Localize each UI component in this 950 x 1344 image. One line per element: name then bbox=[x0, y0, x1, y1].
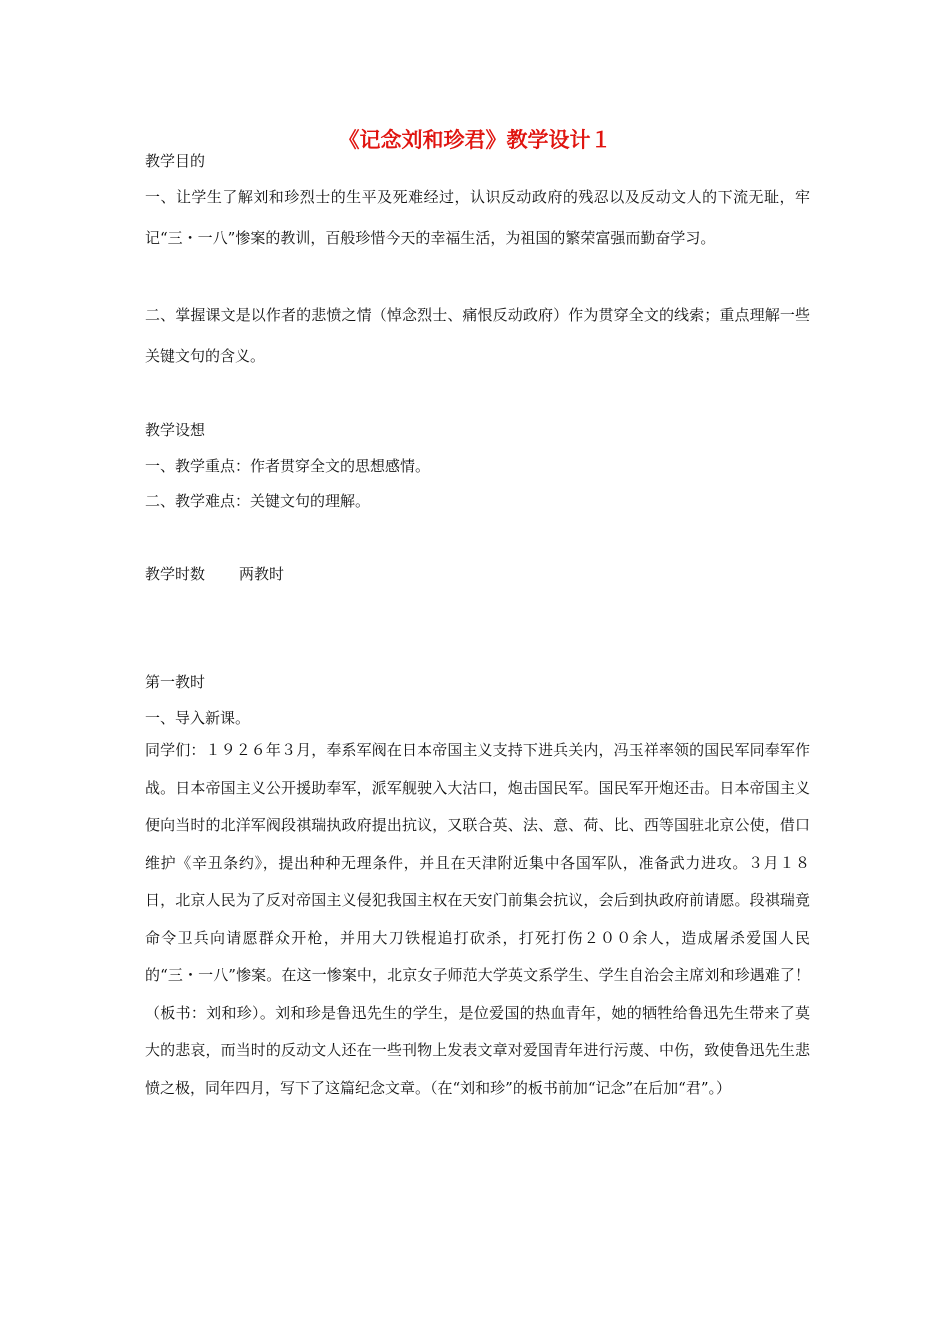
concept-item-1-text: 一、教学重点：作者贯穿全文的思想感情。 bbox=[145, 457, 431, 475]
hours-value: 两教时 bbox=[239, 565, 285, 583]
hours-row bbox=[145, 564, 810, 584]
lesson1-step1 bbox=[145, 708, 810, 728]
lesson1-body bbox=[145, 740, 810, 1107]
objectives-item-1 bbox=[145, 187, 810, 260]
concept-heading-text: 教学设想 bbox=[145, 421, 206, 439]
objectives-item-1-text: 一、让学生了解刘和珍烈士的生平及死难经过，认识反动政府的残忍以及反动文人的下流无耻，牢记“三・一八”惨案的教训，百般珍惜今天的幸福生活，为祖国的繁荣富强而勤奋学习。 bbox=[145, 188, 810, 248]
hours-label: 教学时数 bbox=[145, 565, 206, 583]
concept-heading bbox=[145, 420, 810, 440]
objectives-heading bbox=[145, 151, 810, 171]
concept-item-2 bbox=[145, 491, 810, 511]
concept-item-1 bbox=[145, 456, 810, 476]
document-title: 《记念刘和珍君》教学设计１ bbox=[338, 127, 612, 152]
lesson1-heading bbox=[145, 672, 810, 692]
lesson1-heading-text: 第一教时 bbox=[145, 673, 206, 691]
objectives-heading-text: 教学目的 bbox=[145, 152, 206, 170]
objectives-item-2-text: 二、掌握课文是以作者的悲愤之情（悼念烈士、痛恨反动政府）作为贯穿全文的线索；重点理解一些关键文句的含义。 bbox=[145, 306, 810, 366]
concept-item-2-text: 二、教学难点：关键文句的理解。 bbox=[145, 492, 371, 510]
lesson1-body-text: 同学们：１９２６年３月，奉系军阀在日本帝国主义支持下进兵关内，冯玉祥率领的国民军同奉军作战。日本帝国主义公开援助奉军，派军舰驶入大沽口，炮击国民军。国民军开炮还击。日本帝国主义便向当时的北洋军阀段祺瑞执政府提出抗议，又联合英、法、意、荷、比、西等国驻北京公使，借口维护《辛丑条约》，提出种种无理条件，并且在天津附近集中各国军队，准备武力进攻。３月１８日，北京人民为了反对帝国主义侵犯我国主权在天安门前集会抗议，会后到执政府前请愿。段祺瑞竟命令卫兵向请愿群众开枪，并用大刀铁棍追打砍杀，打死打伤２００余人，造成屠杀爱国人民的“三・一八”惨案。在这一惨案中，北京女子师范大学英文系学生、学生自治会主席刘和珍遇难了！（板书：刘和珍）。刘和珍是鲁迅先生的学生，是位爱国的热血青年，她的牺牲给鲁迅先生带来了莫大的悲哀，而当时的反动文人还在一些刊物上发表文章对爱国青年进行污蔑、中伤，致使鲁迅先生悲愤之极，同年四月，写下了这篇纪念文章。（在“刘和珍”的板书前加“记念”在后加“君”。） bbox=[145, 741, 810, 1097]
objectives-item-2 bbox=[145, 305, 810, 378]
lesson1-step1-text: 一、导入新课。 bbox=[145, 709, 251, 727]
